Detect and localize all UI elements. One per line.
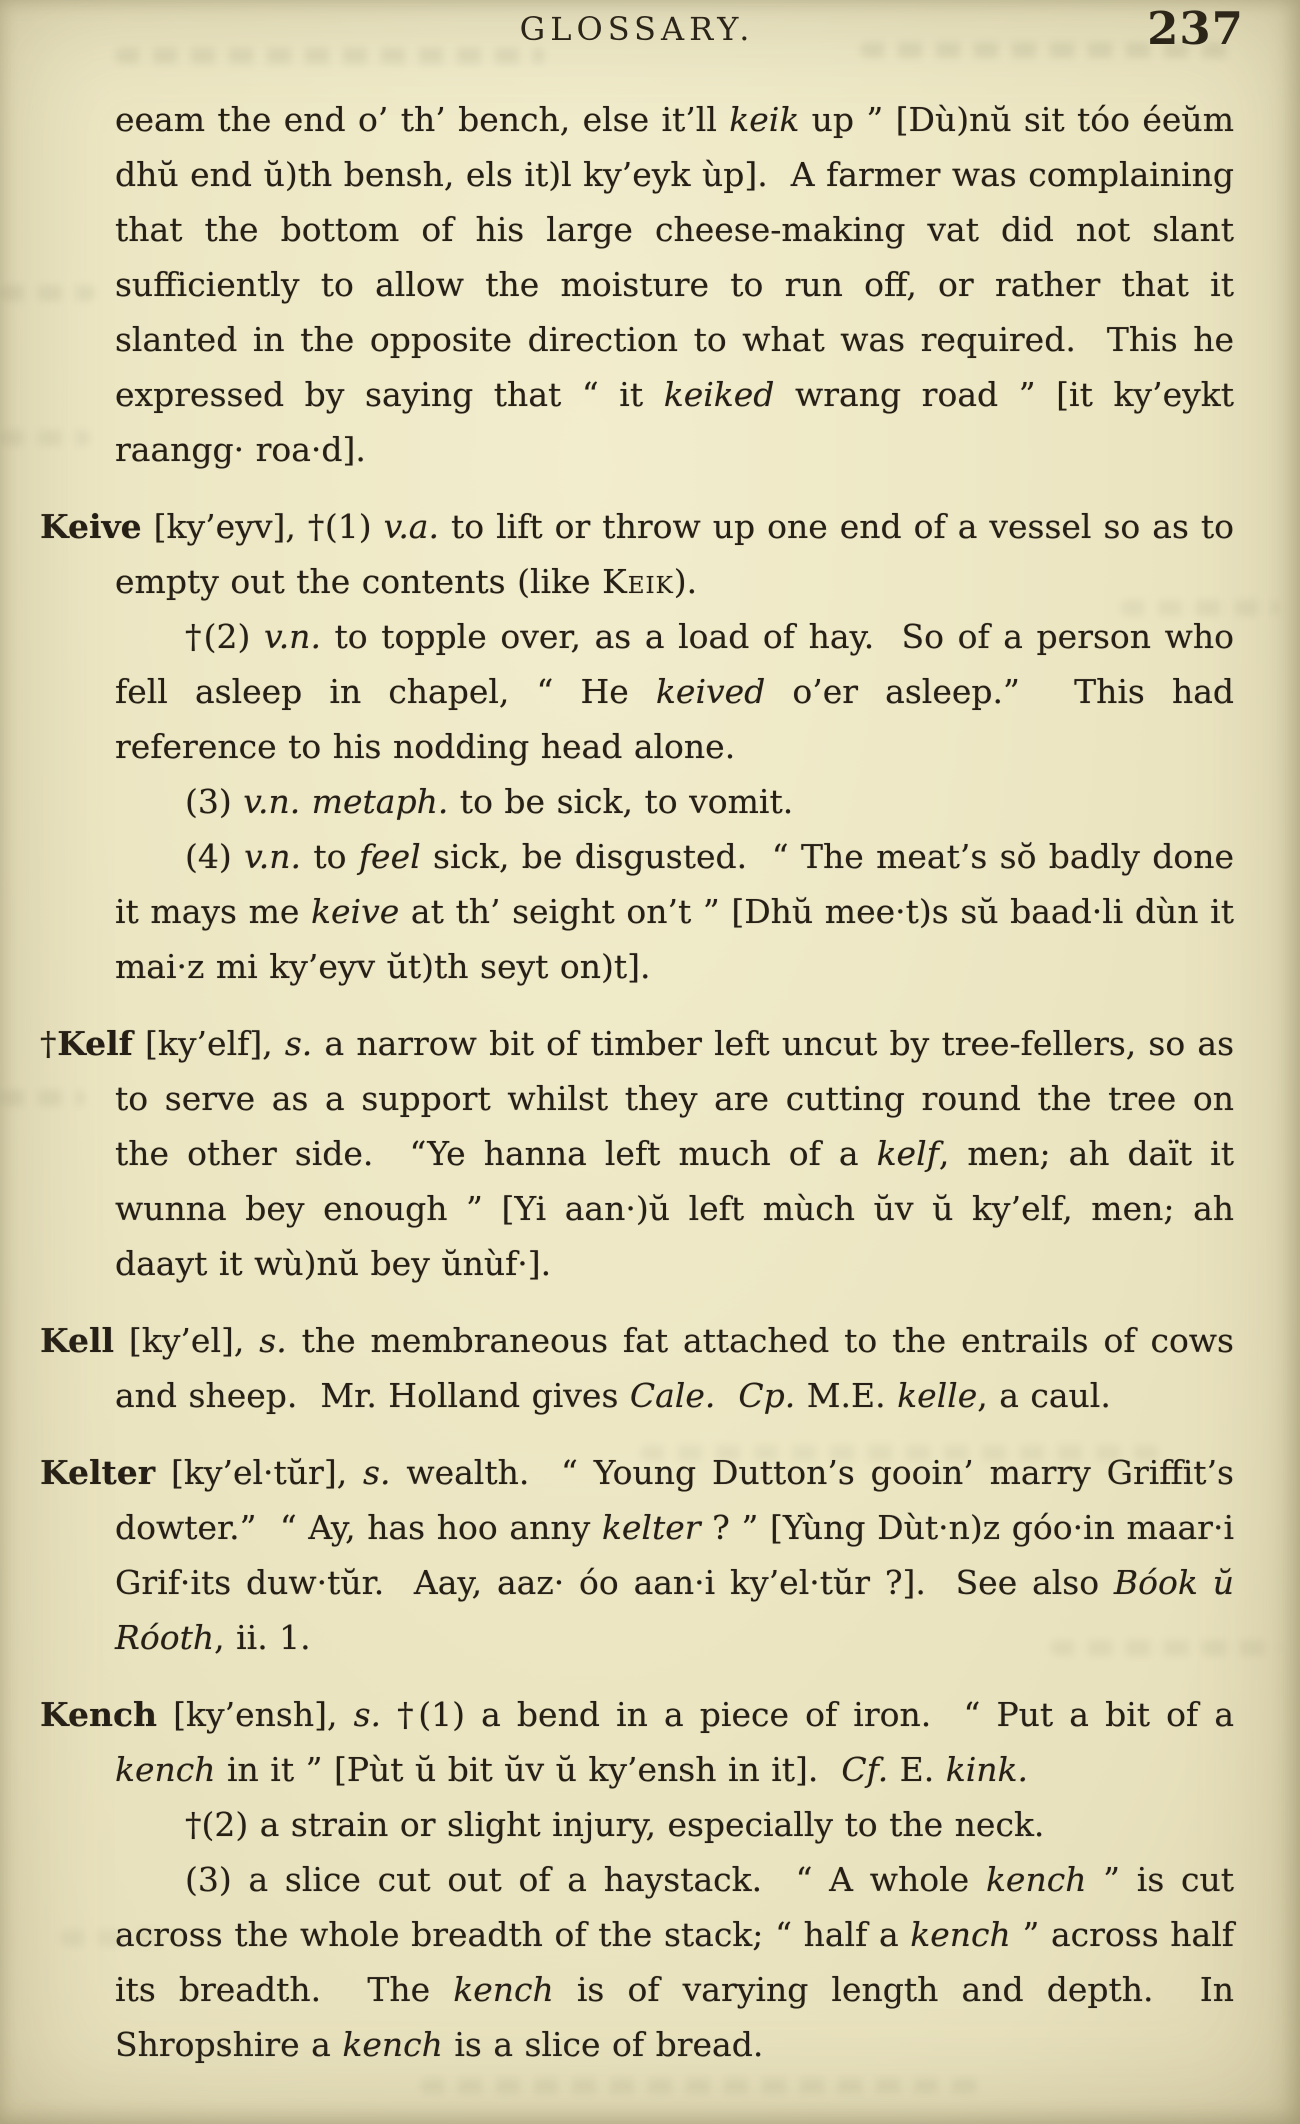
- page-number: 237: [1147, 2, 1244, 55]
- entry-kench: Kench [ky’ensh], s. †(1) a bend in a piece of iron. “ Put a bit of a kench in it ” [Pùt ŭ bit ŭv ŭ ky’ensh in it]. Cf. E. kink.: [40, 1695, 1234, 1789]
- sense-keive-4: (4) v.n. to feel sick, be disgusted. “ The meat’s sŏ badly done it mays me keive at th’ seight on’t ” [Dhŭ mee·t)s sŭ baad·li dùn it mai·z mi ky’eyv ŭt)th seyt on)t].: [115, 837, 1234, 986]
- sense-keive-2: †(2) v.n. to topple over, as a load of hay. So of a person who fell asleep in chapel, “ He keived o’er asleep.” This had reference to his nodding head alone.: [115, 617, 1235, 766]
- paragraph-keik-continuation: eeam the end o’ th’ bench, else it’ll keik up ” [Dù)nŭ sit tóo éeŭm dhŭ end ŭ)th bensh, els it)l ky’eyk ùp]. A farmer was complaining that the bottom of his large cheese-making vat did not slant sufficiently to allow the moisture to run off, or rather that it slanted in the opposite direction to what was required. This he expressed by saying that “ it keiked wrang road ” [it ky’eykt raangg· roa·d].: [115, 100, 1234, 469]
- sense-keive-3: (3) v.n. metaph. to be sick, to vomit.: [185, 782, 794, 821]
- glossary-text-block: [40, 92, 1234, 2072]
- entry-keive: Keive [ky’eyv], †(1) v.a. to lift or throw up one end of a vessel so as to empty out the contents (like Keik).: [40, 507, 1235, 601]
- sense-kench-3: (3) a slice cut out of a haystack. “ A whole kench ” is cut across the whole breadth of the stack; “ half a kench ” across half its breadth. The kench is of varying length and depth. In Shropshire a kench is a slice of bread.: [115, 1860, 1234, 2064]
- sense-kench-2: †(2) a strain or slight injury, especially to the neck.: [185, 1805, 1045, 1844]
- entry-kelf: †Kelf [ky’elf], s. a narrow bit of timber left uncut by tree-fellers, so as to serve as a support whilst they are cutting round the tree on the other side. “Ye hanna left much of a kelf, men; ah daït it wunna bey enough ” [Yi aan·)ŭ left mùch ŭv ŭ ky’elf, men; ah daayt it wù)nŭ bey ŭnùf·].: [40, 1024, 1235, 1283]
- show-through-ghost: [420, 2078, 980, 2094]
- running-title: GLOSSARY.: [519, 10, 755, 48]
- entry-kell: Kell [ky’el], s. the membraneous fat attached to the entrails of cows and sheep. Mr. Holland gives Cale. Cp. M.E. kelle, a caul.: [40, 1321, 1234, 1415]
- show-through-ghost: [115, 48, 545, 64]
- entry-kelter: Kelter [ky’el·tŭr], s. wealth. “ Young Dutton’s gooin’ marry Griffit’s dowter.” “ Ay, has hoo anny kelter ? ” [Yùng Dùt·n)z góo·in maar·i Grif·its duw·tŭr. Aay, aaz· óo aan·i ky’el·tŭr ?]. See also Bóok ŭ Róoth, ii. 1.: [40, 1453, 1234, 1657]
